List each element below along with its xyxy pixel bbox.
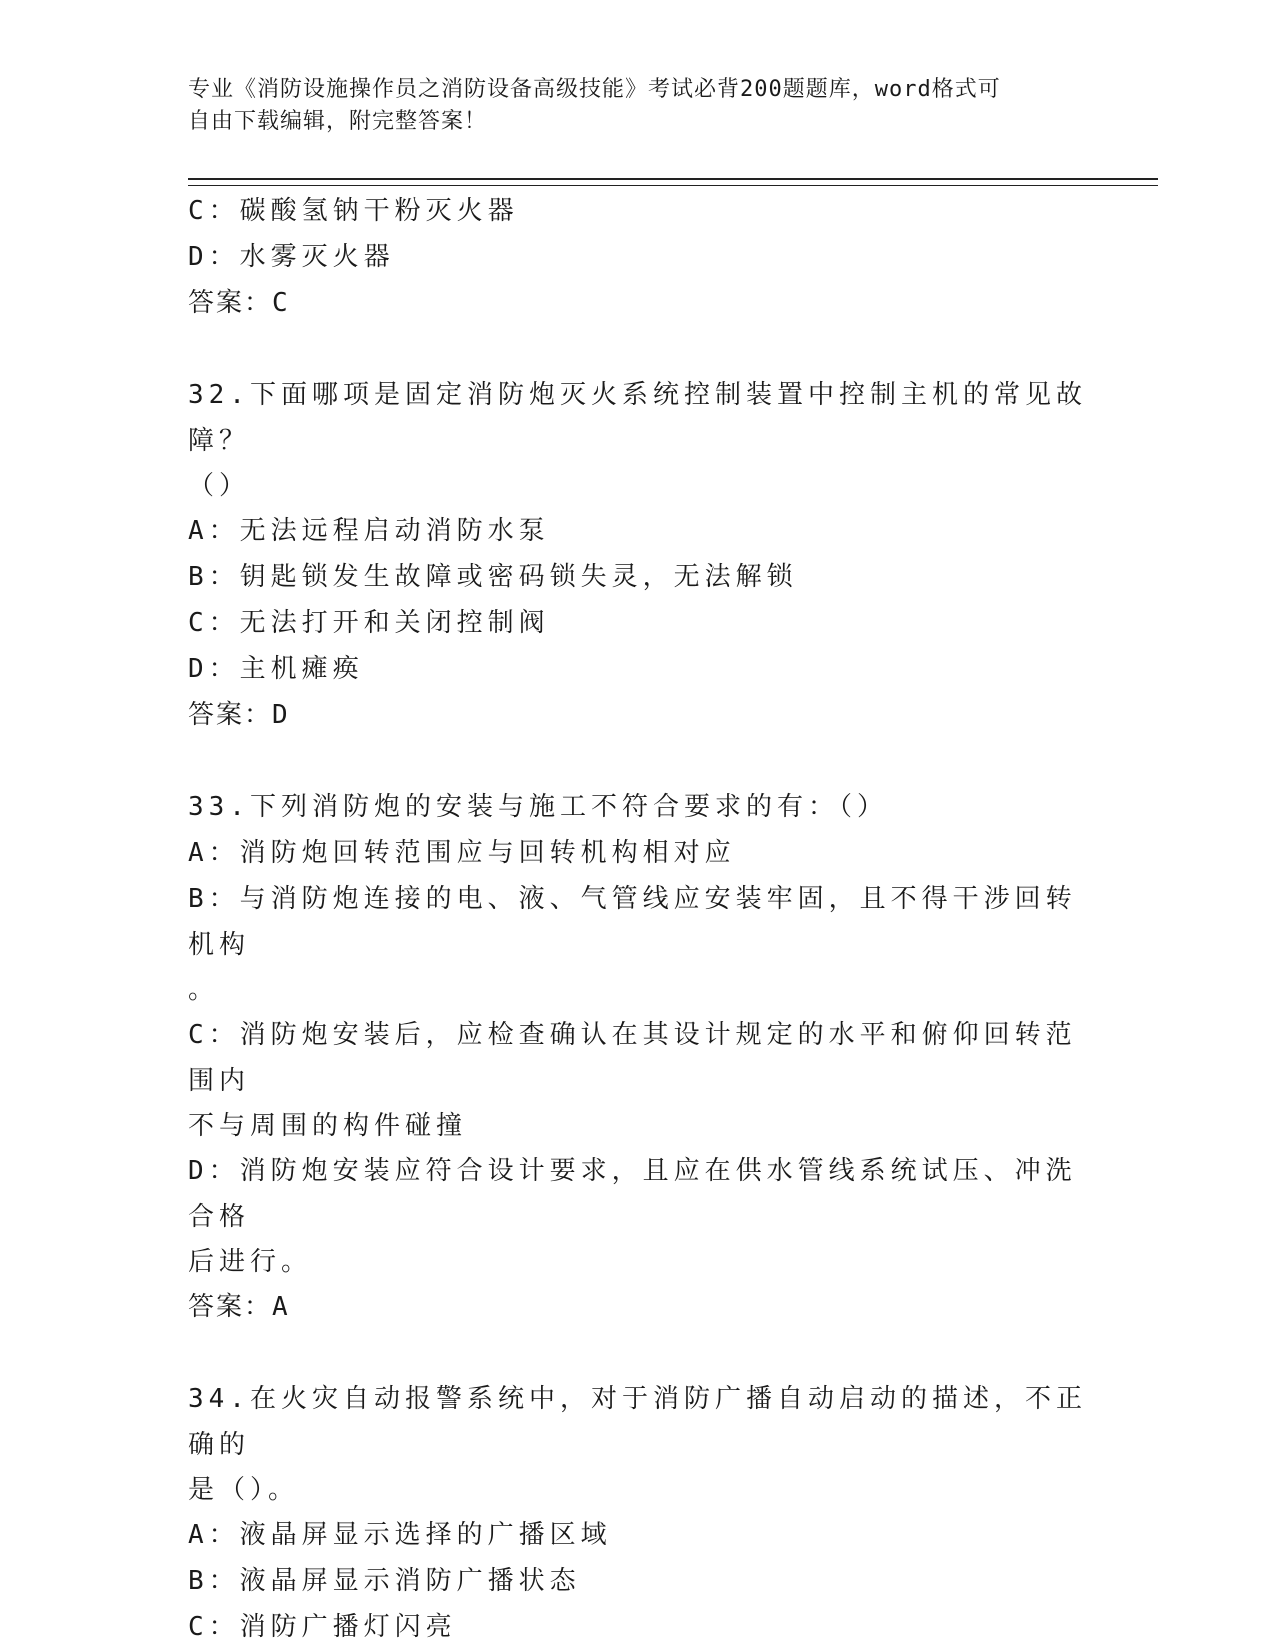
question-33 bbox=[188, 784, 1088, 1330]
option-b: B：液晶屏显示消防广播状态 bbox=[188, 1566, 581, 1596]
option-c: C：碳酸氢钠干粉灭火器 bbox=[188, 196, 519, 226]
option-a: A：消防炮回转范围应与回转机构相对应 bbox=[188, 838, 736, 868]
question-stem: 34.在火灾自动报警系统中，对于消防广播自动启动的描述，不正确的 bbox=[188, 1384, 1087, 1460]
option-d: D：水雾灭火器 bbox=[188, 242, 395, 272]
option-d: D：消防炮安装应符合设计要求，且应在供水管线系统试压、冲洗合格 bbox=[188, 1156, 1077, 1232]
option-d: D：主机瘫痪 bbox=[188, 654, 364, 684]
question-31-tail bbox=[188, 188, 1088, 326]
option-b-continued: 。 bbox=[188, 975, 220, 1005]
option-c: C：消防炮安装后，应检查确认在其设计规定的水平和俯仰回转范围内 bbox=[188, 1020, 1077, 1096]
question-34 bbox=[188, 1376, 1088, 1650]
question-stem: 32.下面哪项是固定消防炮灭火系统控制装置中控制主机的常见故障？ bbox=[188, 380, 1087, 456]
spacer bbox=[188, 738, 1088, 784]
header-divider bbox=[188, 178, 1158, 186]
question-stem-continued: （） bbox=[188, 471, 251, 501]
option-c: C：消防广播灯闪亮 bbox=[188, 1612, 457, 1642]
document-header bbox=[188, 74, 1088, 138]
spacer bbox=[188, 326, 1088, 372]
option-c-continued: 不与周围的构件碰撞 bbox=[188, 1111, 468, 1141]
spacer bbox=[188, 1330, 1088, 1376]
option-c: C：无法打开和关闭控制阀 bbox=[188, 608, 550, 638]
question-list bbox=[188, 188, 1088, 1650]
answer: 答案：D bbox=[188, 700, 290, 730]
answer: 答案：C bbox=[188, 288, 290, 318]
option-d-continued: 后进行。 bbox=[188, 1247, 313, 1277]
option-b: B：与消防炮连接的电、液、气管线应安装牢固，且不得干涉回转机构 bbox=[188, 884, 1077, 960]
header-line-1: 专业《消防设施操作员之消防设备高级技能》考试必背200题题库，word格式可 bbox=[188, 77, 1001, 102]
question-stem: 33.下列消防炮的安装与施工不符合要求的有：（） bbox=[188, 792, 888, 822]
answer: 答案：A bbox=[188, 1292, 290, 1322]
option-a: A：无法远程启动消防水泵 bbox=[188, 516, 550, 546]
header-line-2: 自由下载编辑，附完整答案！ bbox=[188, 109, 488, 134]
option-b: B：钥匙锁发生故障或密码锁失灵，无法解锁 bbox=[188, 562, 798, 592]
question-32 bbox=[188, 372, 1088, 738]
question-stem-continued: 是（）。 bbox=[188, 1475, 300, 1505]
option-a: A：液晶屏显示选择的广播区域 bbox=[188, 1520, 612, 1550]
